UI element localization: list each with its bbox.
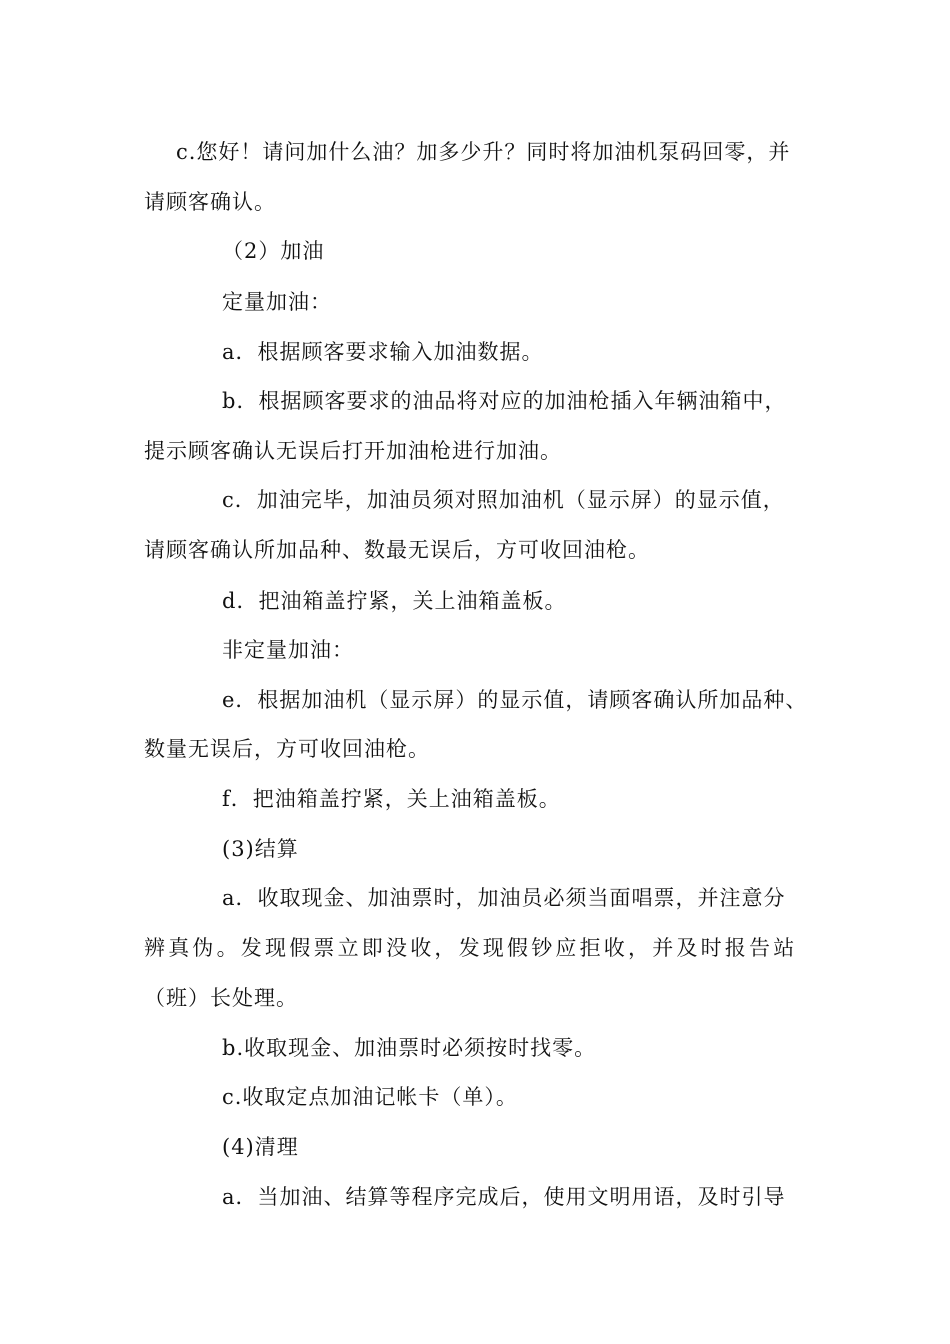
text-line: a．根据顾客要求输入加油数据。 bbox=[222, 340, 544, 364]
text-line: c.您好！请问加什么油？加多少升？同时将加油机泵码回零，并 bbox=[176, 140, 791, 164]
text-line: e．根据加油机（显示屏）的显示值，请顾客确认所加品种、 bbox=[222, 688, 808, 712]
text-line: b.收取现金、加油票时必须按时找零。 bbox=[222, 1036, 597, 1060]
subsection-heading: 定量加油： bbox=[222, 290, 332, 314]
text-line: d．把油箱盖拧紧，关上油箱盖板。 bbox=[222, 589, 567, 613]
subsection-heading: 非定量加油： bbox=[222, 638, 354, 662]
text-line: a．当加油、结算等程序完成后，使用文明用语，及时引导 bbox=[222, 1185, 786, 1209]
text-line: 数量无误后，方可收回油枪。 bbox=[144, 737, 430, 761]
text-line: c．加油完毕，加油员须对照加油机（显示屏）的显示值， bbox=[222, 488, 785, 512]
text-line: 辨真伪。发现假票立即没收，发现假钞应拒收，并及时报告站 bbox=[144, 936, 798, 960]
text-line: 请顾客确认所加品种、数最无误后，方可收回油枪。 bbox=[144, 538, 650, 562]
section-heading: (3)结算 bbox=[222, 837, 299, 861]
text-line: b．根据顾客要求的油品将对应的加油枪插入年辆油箱中， bbox=[222, 389, 787, 413]
text-line: 提示顾客确认无误后打开加油枪进行加油。 bbox=[144, 439, 562, 463]
text-line: （班）长处理。 bbox=[144, 986, 298, 1010]
text-line: c.收取定点加油记帐卡（单）。 bbox=[222, 1085, 518, 1109]
text-line: f．把油箱盖拧紧，关上油箱盖板。 bbox=[222, 787, 561, 811]
section-heading: (4)清理 bbox=[222, 1135, 299, 1159]
text-line: 请顾客确认。 bbox=[144, 190, 276, 214]
section-heading: （2）加油 bbox=[222, 239, 325, 263]
text-line: a．收取现金、加油票时，加油员必须当面唱票，并注意分 bbox=[222, 886, 786, 910]
